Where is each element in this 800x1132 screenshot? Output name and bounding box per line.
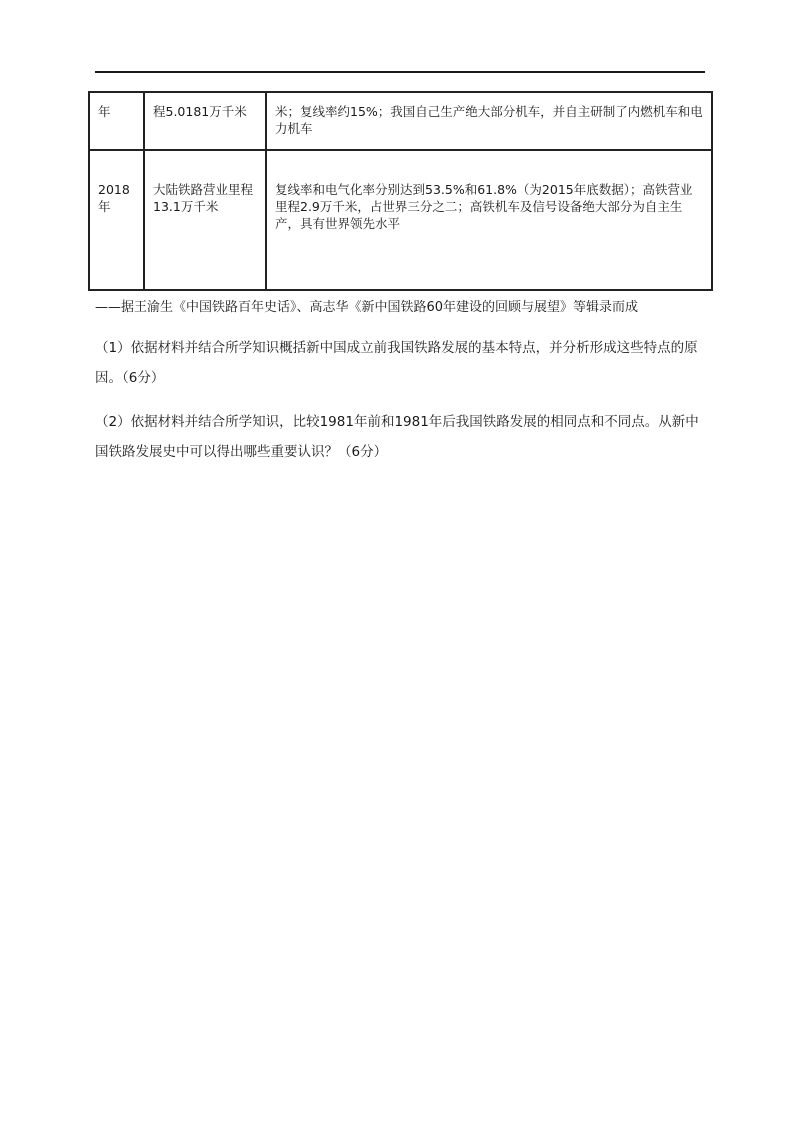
question-text: 依据材料并结合所学知识概括新中国成立前我国铁路发展的基本特点，并分析形成这些特点的原因。 [95, 340, 698, 386]
railway-table [88, 91, 713, 291]
table-row [89, 92, 712, 150]
question-text: 依据材料并结合所学知识，比较1981年前和1981年后我国铁路发展的相同点和不同点。从新中国铁路发展史中可以得出哪些重要认识？ [95, 414, 699, 460]
details-cell: 复线率和电气化率分别达到53.5%和61.8%（为2015年底数据）；高铁营业里程2.9万千米，占世界三分之二；高铁机车及信号设备绝大部分为自主生产，具有世界领先水平 [266, 150, 712, 290]
details-cell: 米；复线率约15%；我国自己生产绝大部分机车，并自主研制了内燃机车和电力机车 [266, 92, 712, 150]
question-2 [95, 407, 707, 467]
question-number: （2） [95, 414, 131, 430]
header-rule [95, 71, 705, 73]
question-1 [95, 333, 707, 393]
question-points: （6分） [122, 370, 165, 386]
table-row [89, 150, 712, 290]
year-cell: 年 [89, 92, 144, 150]
question-points: （6分） [338, 444, 388, 460]
mileage-cell: 大陆铁路营业里程13.1万千米 [144, 150, 266, 290]
source-attribution: ——据王渝生《中国铁路百年史话》、高志华《新中国铁路60年建设的回顾与展望》等辑录而成 [95, 300, 639, 315]
year-cell: 2018年 [89, 150, 144, 290]
question-number: （1） [95, 340, 131, 356]
mileage-cell: 程5.0181万千米 [144, 92, 266, 150]
